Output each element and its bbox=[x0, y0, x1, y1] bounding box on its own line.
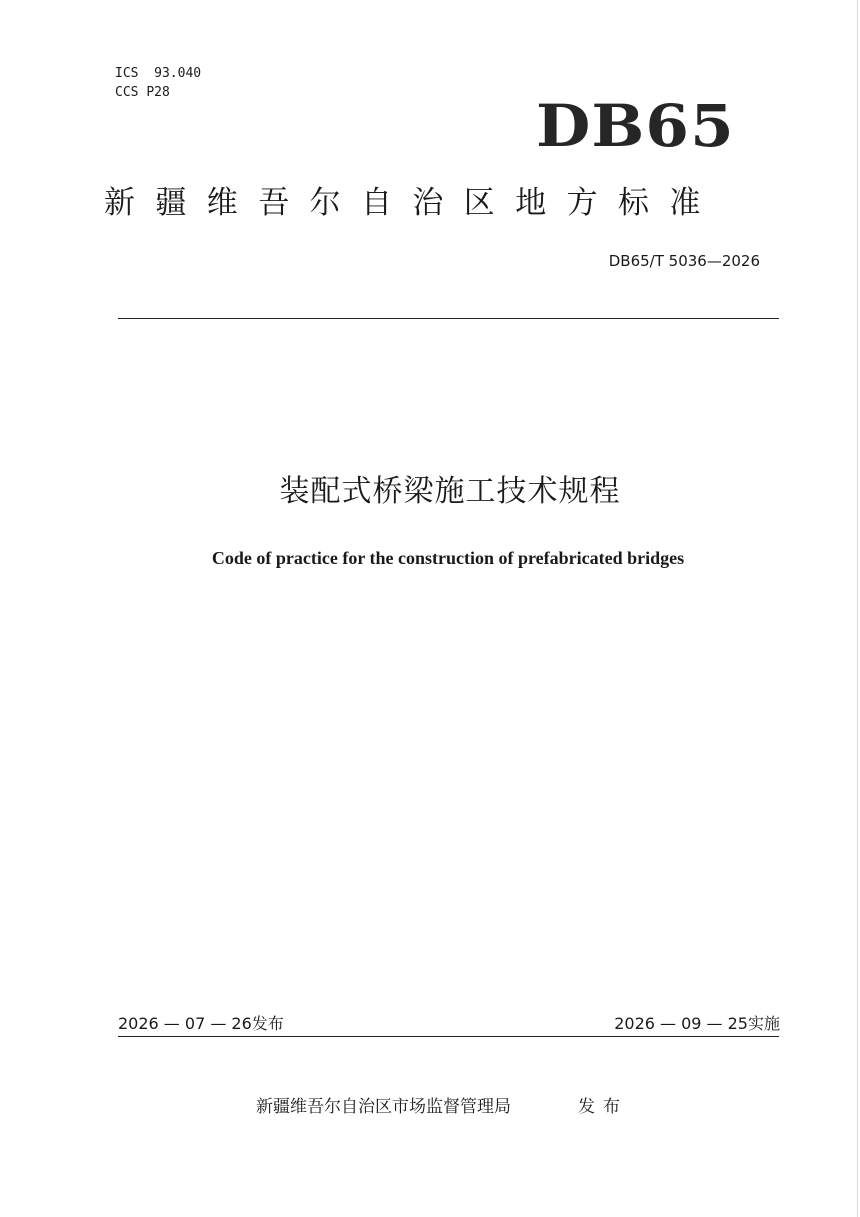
classification-codes bbox=[115, 64, 201, 102]
standard-number: DB65/T 5036—2026 bbox=[608, 252, 760, 270]
publish-label: 发布 bbox=[578, 1097, 628, 1117]
organization-title: 新疆维吾尔自治区地方标准 bbox=[104, 185, 721, 221]
implementation-date: 2026 — 09 — 25实施 bbox=[614, 1014, 780, 1033]
db65-logo: DB65 bbox=[536, 92, 735, 160]
document-title-english: Code of practice for the construction of prefabricated bridges bbox=[211, 548, 685, 568]
ics-code bbox=[115, 64, 201, 83]
bottom-divider bbox=[118, 1036, 779, 1037]
ics-label: ICS bbox=[115, 66, 139, 81]
ccs-value: P28 bbox=[146, 85, 170, 100]
document-title-chinese: 装配式桥梁施工技术规程 bbox=[279, 474, 621, 509]
top-divider bbox=[118, 318, 779, 319]
ics-value: 93.040 bbox=[154, 66, 202, 81]
ccs-label: CCS bbox=[115, 85, 139, 100]
publisher-name: 新疆维吾尔自治区市场监督管理局 bbox=[256, 1097, 511, 1117]
issue-date: 2026 — 07 — 26发布 bbox=[118, 1014, 284, 1033]
ccs-code bbox=[115, 83, 201, 102]
scan-edge-line bbox=[857, 0, 858, 1217]
